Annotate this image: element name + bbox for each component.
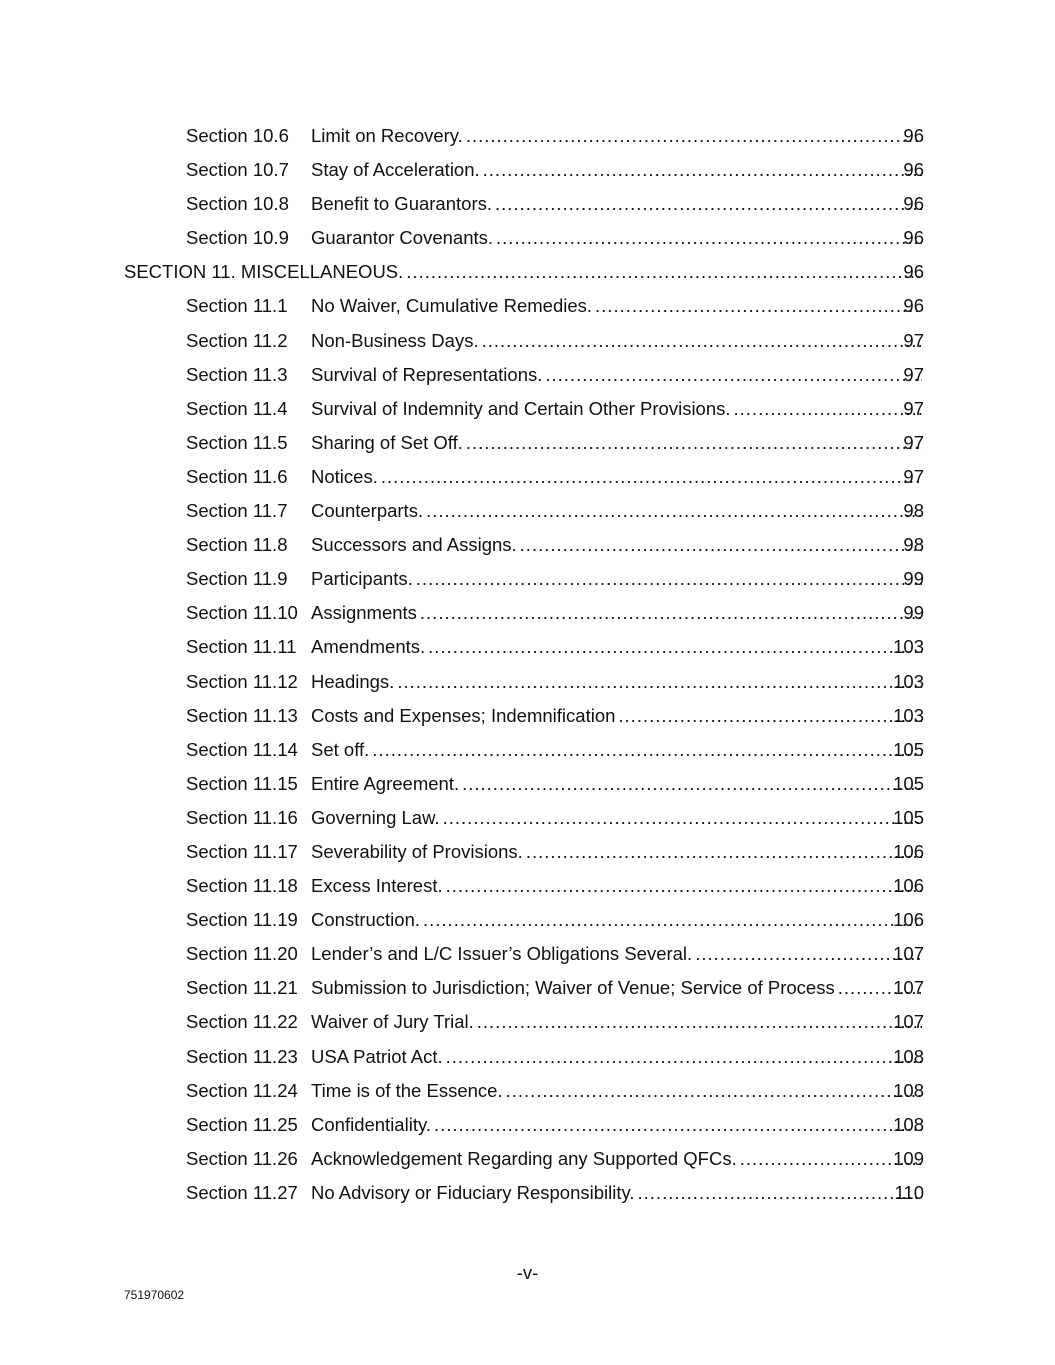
section-title: Entire Agreement. — [311, 772, 460, 794]
toc-entry[interactable] — [0, 494, 1055, 528]
page-number: 103 — [893, 704, 924, 726]
section-title: Excess Interest. — [311, 875, 443, 897]
toc-entry[interactable] — [0, 119, 1055, 153]
toc-entry[interactable] — [0, 562, 1055, 596]
page-number: 97 — [903, 363, 924, 385]
page-number: 108 — [893, 1045, 924, 1067]
page-number: 103 — [893, 636, 924, 658]
dot-leader — [423, 903, 922, 937]
dot-leader — [506, 1074, 922, 1108]
dot-leader — [695, 937, 922, 971]
section-title: Headings. — [311, 670, 395, 692]
section-number: Section 11.10 — [186, 602, 298, 624]
section-title: Time is of the Essence. — [311, 1079, 503, 1101]
dot-leader — [462, 767, 922, 801]
section-title: Successors and Assigns. — [311, 534, 517, 556]
page-number: 110 — [894, 1181, 924, 1203]
section-number: Section 11.17 — [186, 840, 298, 862]
page-number: 96 — [903, 159, 924, 181]
page-number: 97 — [903, 465, 924, 487]
section-heading: SECTION 11. MISCELLANEOUS. — [124, 261, 404, 283]
section-number: Section 11.16 — [186, 806, 298, 828]
page-number: 98 — [903, 534, 924, 556]
toc-entry[interactable] — [0, 767, 1055, 801]
toc-entry[interactable] — [0, 1005, 1055, 1039]
page-number: 98 — [903, 500, 924, 522]
dot-leader — [496, 221, 922, 255]
page-number: 96 — [903, 295, 924, 317]
section-number: Section 11.24 — [186, 1079, 298, 1101]
section-title: Notices. — [311, 465, 378, 487]
dot-leader — [372, 733, 922, 767]
dot-leader — [618, 699, 922, 733]
toc-entry[interactable] — [0, 937, 1055, 971]
section-number: Section 11.25 — [186, 1113, 298, 1135]
toc-entry[interactable] — [0, 324, 1055, 358]
page-number-footer: -v- — [516, 1262, 539, 1283]
dot-leader — [483, 153, 922, 187]
toc-entry[interactable] — [0, 1176, 1055, 1210]
section-title: Participants. — [311, 568, 413, 590]
toc-entry[interactable] — [0, 665, 1055, 699]
toc-entry[interactable] — [0, 903, 1055, 937]
page-number: 99 — [903, 568, 924, 590]
section-title: No Waiver, Cumulative Remedies. — [311, 295, 593, 317]
section-number: Section 10.6 — [186, 125, 289, 146]
section-number: Section 11.11 — [186, 636, 297, 658]
section-title: Governing Law. — [311, 806, 440, 828]
page-number: 97 — [903, 397, 924, 419]
section-title: Guarantor Covenants. — [311, 227, 494, 249]
section-number: Section 11.2 — [186, 329, 288, 351]
dot-leader — [428, 630, 922, 664]
toc-entry[interactable] — [0, 1142, 1055, 1176]
section-number: Section 11.4 — [186, 397, 288, 419]
section-number: Section 11.8 — [186, 534, 288, 556]
dot-leader — [545, 358, 922, 392]
section-title: Acknowledgement Regarding any Supported QFCs. — [311, 1147, 737, 1169]
section-number: Section 11.7 — [186, 500, 288, 522]
section-title: Limit on Recovery. — [311, 125, 463, 146]
page-number: 105 — [893, 806, 924, 828]
toc-entry[interactable] — [0, 1108, 1055, 1142]
page-number: 96 — [903, 125, 924, 146]
toc-entry[interactable] — [0, 630, 1055, 664]
section-title: Amendments. — [311, 636, 426, 658]
section-title: Stay of Acceleration. — [311, 159, 480, 181]
section-title: Survival of Representations. — [311, 363, 543, 385]
section-title: Survival of Indemnity and Certain Other Provisions. — [311, 397, 731, 419]
section-number: Section 11.20 — [186, 943, 298, 965]
section-number: Section 11.9 — [186, 568, 288, 590]
dot-leader — [420, 596, 922, 630]
toc-entry[interactable] — [0, 699, 1055, 733]
toc-entry[interactable] — [0, 528, 1055, 562]
dot-leader — [397, 665, 922, 699]
section-title: Confidentiality. — [311, 1113, 431, 1135]
section-number: Section 11.3 — [186, 363, 288, 385]
page-number: 108 — [893, 1079, 924, 1101]
section-number: Section 11.18 — [186, 875, 298, 897]
toc-entry[interactable] — [0, 289, 1055, 323]
section-number: Section 10.8 — [186, 193, 289, 215]
toc-entry[interactable] — [0, 1074, 1055, 1108]
section-title: USA Patriot Act. — [311, 1045, 443, 1067]
toc-entry-top-level[interactable] — [0, 255, 1055, 289]
page-number: 97 — [903, 329, 924, 351]
section-number: Section 10.9 — [186, 227, 289, 249]
section-number: Section 11.13 — [186, 704, 298, 726]
page-number: 107 — [893, 977, 924, 999]
section-title: Benefit to Guarantors. — [311, 193, 492, 215]
section-number: Section 11.14 — [186, 738, 298, 760]
toc-entry[interactable] — [0, 460, 1055, 494]
page-number: 108 — [893, 1113, 924, 1135]
page-number: 105 — [893, 738, 924, 760]
page-number: 109 — [893, 1147, 924, 1169]
dot-leader — [381, 460, 922, 494]
dot-leader — [443, 801, 922, 835]
toc-entry[interactable] — [0, 596, 1055, 630]
toc-entry[interactable] — [0, 153, 1055, 187]
toc-entry[interactable] — [0, 358, 1055, 392]
toc-entry[interactable] — [0, 392, 1055, 426]
dot-leader — [446, 1040, 922, 1074]
dot-leader — [406, 255, 922, 289]
section-title: Set off. — [311, 738, 370, 760]
section-number: Section 10.7 — [186, 159, 289, 181]
section-number: Section 11.1 — [186, 295, 288, 317]
section-number: Section 11.12 — [186, 670, 298, 692]
page-number: 105 — [893, 772, 924, 794]
page-number: 106 — [893, 875, 924, 897]
page-number: 96 — [903, 261, 924, 283]
section-number: Section 11.27 — [186, 1181, 298, 1203]
section-title: Counterparts. — [311, 500, 424, 522]
dot-leader — [734, 392, 922, 426]
toc-entry[interactable] — [0, 801, 1055, 835]
toc-entry[interactable] — [0, 1040, 1055, 1074]
dot-leader — [426, 494, 922, 528]
page-number: 107 — [893, 1011, 924, 1033]
page-number: 103 — [893, 670, 924, 692]
dot-leader — [434, 1108, 922, 1142]
section-number: Section 11.19 — [186, 909, 298, 931]
toc-entry[interactable] — [0, 835, 1055, 869]
toc-entry[interactable] — [0, 187, 1055, 221]
page-number: 106 — [893, 909, 924, 931]
dot-leader — [595, 289, 922, 323]
page-number: 97 — [903, 431, 924, 453]
dot-leader — [520, 528, 922, 562]
section-title: Sharing of Set Off. — [311, 431, 463, 453]
section-title: Lender’s and L/C Issuer’s Obligations Several. — [311, 943, 693, 965]
section-title: Waiver of Jury Trial. — [311, 1011, 474, 1033]
section-title: Non-Business Days. — [311, 329, 479, 351]
table-of-contents — [0, 119, 1055, 1210]
section-number: Section 11.6 — [186, 465, 288, 487]
dot-leader — [466, 426, 922, 460]
section-title: Costs and Expenses; Indemnification — [311, 704, 616, 726]
page-number: 96 — [903, 227, 924, 249]
section-number: Section 11.5 — [186, 431, 288, 453]
dot-leader — [446, 869, 922, 903]
section-number: Section 11.26 — [186, 1147, 298, 1169]
section-number: Section 11.22 — [186, 1011, 298, 1033]
dot-leader — [482, 324, 922, 358]
dot-leader — [495, 187, 922, 221]
toc-entry[interactable] — [0, 221, 1055, 255]
section-title: Construction. — [311, 909, 420, 931]
section-title: Submission to Jurisdiction; Waiver of Venue; Service of Process — [311, 977, 835, 999]
document-id: 751970602 — [124, 1288, 185, 1302]
page-number: 96 — [903, 193, 924, 215]
toc-entry[interactable] — [0, 733, 1055, 767]
page-number: 107 — [893, 943, 924, 965]
dot-leader — [416, 562, 922, 596]
page-number: 106 — [893, 840, 924, 862]
section-number: Section 11.21 — [186, 977, 298, 999]
toc-entry[interactable] — [0, 869, 1055, 903]
dot-leader — [526, 835, 922, 869]
section-number: Section 11.15 — [186, 772, 298, 794]
section-title: Severability of Provisions. — [311, 840, 523, 862]
section-number: Section 11.23 — [186, 1045, 298, 1067]
section-title: No Advisory or Fiduciary Responsibility. — [311, 1181, 635, 1203]
section-title: Assignments — [311, 602, 417, 624]
dot-leader — [466, 119, 922, 153]
dot-leader — [638, 1176, 922, 1210]
toc-entry[interactable] — [0, 426, 1055, 460]
page-number: 99 — [903, 602, 924, 624]
dot-leader — [477, 1005, 922, 1039]
toc-entry[interactable] — [0, 971, 1055, 1005]
